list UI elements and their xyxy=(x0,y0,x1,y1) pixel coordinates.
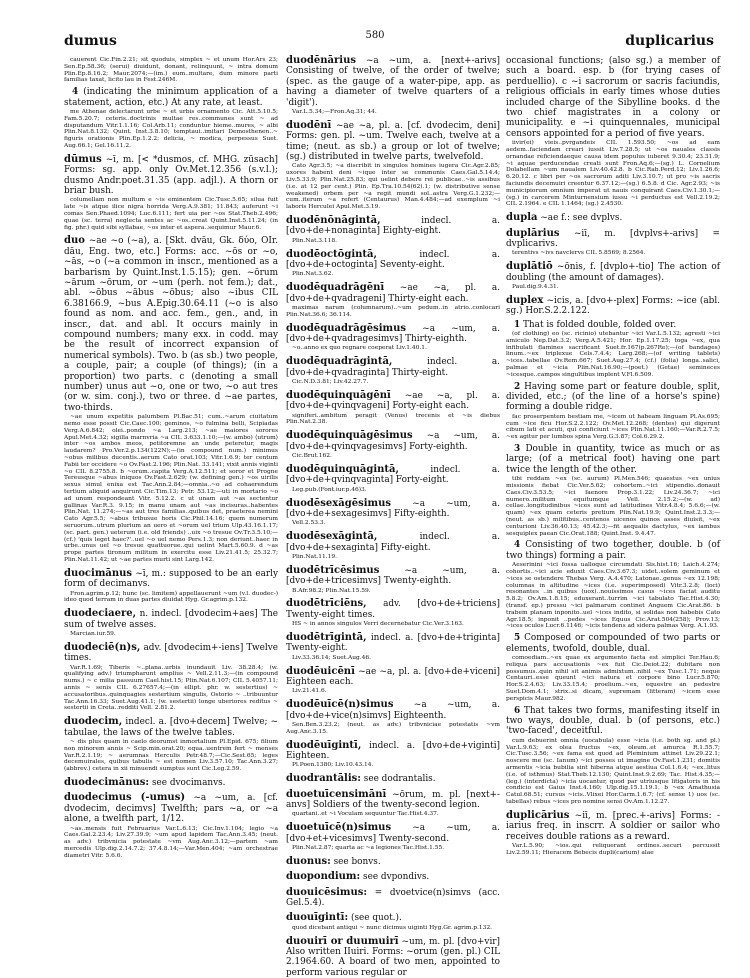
citation-block: Sen.Ben.3.23.2; (neut. as adv.) tribvniciae potestatis ~vm Aug.Anc.3.15. xyxy=(286,721,500,735)
dictionary-entry xyxy=(286,823,500,844)
definition-text: n. indecl. [dvodecim+aes] The sum of twelve asses. xyxy=(64,609,278,630)
headword: duplātiō xyxy=(506,261,553,273)
headword: duodēquadrāgintā, xyxy=(286,356,393,368)
dictionary-entry xyxy=(286,391,500,412)
headword: duodrantālis: xyxy=(286,773,361,785)
citation-block: ~ae unum expetitis palumbem Pl.Bac.51; cum..~arum ciuitatum nemo esse possit Cic.Caec.100; geminos, ~o fulmina belli, Scipiadas Verg.A.6.842; olei..pondo ~a Larg.213; ~ae maiores sorores Apul.Met.4.32; sigilla marnvria ~a CIL 3.633.1.10;—(w. ambo) ⟨utrum⟩ inter ~os ambos meos, petitoremne an unde peteretur, magis laudarem? Pro.Ver.2.p.134(122N);—(in compound num.) minimus ~obus milibus ducentis..aerum Cato orat.103; Vitr.1.6.9; ter centum Fabii ter occidere ~o Ov.Fast.2.196; Plin.Nat. 33.141; vixit annis viginti ~o CIL 8.2755.8. b ~orum..capita Verg.A.12.511; et soror et Progne Tereusque ~abus iniquos Ov.Fast.2.629; (w. defining gen.) ~os uirilis sexus simul enixa est Tac.Ann.2.84;—omnia..~o ad cohaerendum tertium aliquid anquirunt Cic.Tim.13; Petr. 53.12;—uti in mortario ~o ad unum respondeant Vitr. 5.12.2. c ut unam aut ~as sectentur gallinas Var.R.3. 9.15; in manu unam aut ~as incisuras..habentes Plin.Nat. 11.274;—~as aut tres familias..quibus det, praeterea nemini Cato Agr.5.5; ~abus tribusue horis Cic.Phil.14.16; quem numerum seruorum..utrum plurium an uero et ~orum uel trium Ulp.43.16.1.17; (sc. part. gen.) ueterum (i.e. old friends) ..uix ~o tresue Ov.Tr.3.5.10;—(cf.) 'quis leget haec?'..uel ~o uel nemo Pers.1.3; non deriunt..haec in urbe..unus uel ~o tresue quattuorue..qui uelint Mart.5.60.9. d ~as prope partes tironum militum in exercitu esse Liv.21.41.5; 25.32.7; Plin.Nat.11.42; ut ~ae partes murti sint Larg.142. xyxy=(64,414,278,564)
dictionary-entry xyxy=(506,262,720,283)
citation-block: ~o..anno ex quo regnare coeperat Liv.1.40.1. xyxy=(292,345,427,352)
definition-text: indecl. a. [dvo+de+octoginta] Seventy-eight. xyxy=(286,249,500,271)
definition-text: indecl. a. [dvo+de+sexaginta] Fifty-eight. xyxy=(286,532,500,553)
dictionary-entry xyxy=(286,532,500,553)
headword: duopondium: xyxy=(286,871,361,883)
dictionary-entry xyxy=(286,599,500,620)
dictionary-entry xyxy=(286,431,500,452)
citation-block: Liv.33.36.14; Suet.Aug.46. xyxy=(292,654,371,661)
definition-text: ~a ~um, a. [dvo+de+vice(n)simvs] Eighteenth. xyxy=(286,700,500,721)
column-right xyxy=(506,56,720,857)
dictionary-entry xyxy=(506,213,720,223)
citation-block: Var.L.5.90; ~ios..qui reliquerant ordines..securi percussit Liv.2.59.11; Hieracem Bebecis dupli(carium) alae xyxy=(506,843,720,856)
dictionary-entry xyxy=(286,216,500,237)
headword: duodēnī xyxy=(286,119,332,131)
definition-text: adv. [dvo+de+triciens] Twenty-eight times. xyxy=(286,599,501,620)
citation-block: Pl.Poen.1380; Liv.10.43.14. xyxy=(292,762,374,769)
headword: duodēnārius xyxy=(286,55,357,66)
citation-block: cauerent Cic.Fin.2.21; sit quoduis, simplex ~ et unum Hor.Ars 23; Sen.Ep.58.36; (serui) diuidunt, donant, relinquunt, ~ intra domum Plin.Ep.8.16.2; Maur.2074;—(im.) eum..multare, dum minore parti familias taxat, licito lau in Fest.246M. xyxy=(64,57,278,84)
column-left xyxy=(64,56,278,860)
headword: duodēquinquāgintā, xyxy=(286,463,400,475)
citation-block: Plin.Nat.3.62. xyxy=(292,271,334,278)
sense-number: 6 xyxy=(514,705,521,716)
definition-text: ~ōnis, f. [dvplo+-tio] The action of doubling (the amount of damages). xyxy=(506,262,720,283)
dictionary-entry xyxy=(286,56,500,108)
sense-number: 4 xyxy=(72,87,79,98)
sense-definition xyxy=(506,444,720,475)
citation-block: Marcian.iur.59. xyxy=(70,631,116,638)
definition-text: ~ī, m.: supposed to be an early form of decimanvs. xyxy=(64,568,279,590)
definition-text: indecl. a. [dvo+de+qvadraginta] Thirty-eight. xyxy=(286,357,500,378)
headword: duodēuīcē(n)simus xyxy=(286,699,394,711)
definition-text: see dvocimanvs. xyxy=(151,778,226,789)
sense-text: Double in quantity, twice as much or as large; (of a metrical foot) having one part twice the length of the other. xyxy=(506,444,720,475)
dictionary-entry xyxy=(286,324,500,345)
citation-block: fac proserpentem bestiam me, ~icem ut habeam linguam Pl.As.695; cum ~ice ficu Hor.S.2.2.122; Ov.Met.12.268; (dentes) qui digerunt cibum lati et acuti, qui conficiunt ~ices Plin.Nat.11.160;—Var.R.2.7.5; ~ex agitur per lumbos spina Verg.G.3.87; Col.6.29.2. xyxy=(506,413,720,441)
definition-continuation: occasional functions; (also sg.) a member of such a board. esp. b (for trying cases of perduellio). c ~i sacrorum or sacris faciundis, religious officials in early times whose duties included charge of the Sibylline books. d the two chief magistrates in a colony or municipality. e ~i quinquennales, municipal censors appointed for a period of five years. xyxy=(506,56,720,139)
definition-text: ~a ~um, a. [dvo+et+vicesimvs] Twenty-second. xyxy=(286,823,500,844)
headword: duoetuīcē(n)simus xyxy=(286,822,392,834)
headword: duouirī or duumuirī xyxy=(286,935,399,947)
headword: duouīgintī: xyxy=(286,912,349,924)
headword: duodeciē(n)s, xyxy=(64,641,141,653)
headword: duodēuīgintī, xyxy=(286,739,362,751)
column-middle xyxy=(286,56,500,978)
sense-number: 5 xyxy=(514,633,521,644)
dictionary-entry xyxy=(286,121,500,163)
dictionary-entry xyxy=(286,250,500,271)
citation-block: ~as..mensis fuit Februarius Var.L.6.13; Cic.Inv.1.104; legio ~a Caes.Gal.2.23.4; Liv.27.39.9; ~um apud lapidem Tac.Ann.3.45; (neut. as adv.) tribvnicia potestate ~vm Aug.Anc.3.12;—partem ~am mercedis Ulp.dig.2.14.7.2; 37.4.8.14;—Var.Men.404; ~am orchestrae diametri Vitr. 5.6.6. xyxy=(64,825,278,859)
definition-text: indecl. a. [dvo+decem] Twelve; ~ tabulae, the laws of the twelve tables. xyxy=(64,717,279,738)
sense-definition xyxy=(506,320,720,330)
citation-block: maximas narum (columnarum)..~um pedum..in atrio..conlocari Plin.Nat.36.6; 36.114. xyxy=(286,305,500,318)
definition-text: indecl. a. [dvo+de+qvinqvaginta] Forty-eight. xyxy=(286,464,500,486)
sense-text: Having some part or feature double, split, divided, etc.; (of the line of a horse's spine) forming a double ridge. xyxy=(506,381,720,413)
definition-text: ~icis, a. [dvo+-plex] Forms: ~ice (abl. sg.) Hor.S.2.2.122. xyxy=(506,295,720,317)
citation-block: B.Afr.98.2; Plin.Nat.15.59. xyxy=(292,587,371,594)
dictionary-entry xyxy=(64,793,278,824)
definition-text: ~um, m. pl. [dvo+vir] Also written IIuiri. Forms: ~orum (gen. pl.) CIL 2.1964.60. A board of two men, appointed to perform various regular or xyxy=(286,936,500,978)
sense-number: 1 xyxy=(514,319,521,330)
definition-text: ~a ~um, a. [dvo+de+qvadragesimvs] Thirty-eighth. xyxy=(286,323,501,345)
sense-definition xyxy=(506,540,720,561)
sense-definition xyxy=(506,706,720,737)
guide-word-right: duplicarius xyxy=(625,33,714,49)
dictionary-entry xyxy=(286,667,500,688)
definition-text: adv. [dvodecim+-iens] Twelve times. xyxy=(64,642,278,664)
headword: duodētrīcēsimus xyxy=(286,564,380,576)
dictionary-entry xyxy=(64,778,278,788)
sense-text: That is folded double, folded over. xyxy=(523,319,677,330)
definition-text: ~ae f.: see dvplvs. xyxy=(540,213,623,224)
definition-text: indecl. a. [dvo+de+viginti] Eighteen. xyxy=(286,740,500,761)
citation-block: tibi reddam ~ex (sc. aurum) Pl.Men.546; quaestus ~ex unius missionis fiebat Cic.Ver.5.62; cohortem..~ici stipendio..donauit Caes.Civ.3.53.5; ~ici faenore Prop.3.1.22; Liv.24.36.7; ~ici numero..militum equitumque Vell. 2.15.2;—(w. ad) cellae..longitudinibus ~ices sunt ad latitudines Vitr.4.8.4; 5.6.6;—(w. quam) ~ex quam ceteris pretium Plin.Nat.19.9; Quint.Inst.2.3.3;—(neut. as sb.) militibus..centenos uicenos quinos asses diuisit, ~ex centurioni Liv.36.40.13; 45.42.3;—fit aequalis dactylus, ~ex iambus sesquiplex paean Cic.Orat.188; Quint.Inst. 9.4.47. xyxy=(506,476,720,537)
definition-text: see dvpondivs. xyxy=(363,872,430,883)
headword: duodēoctōgintā, xyxy=(286,248,377,260)
definition-text: ~ī, m. [< *dusmos, cf. MHG. zūsach] Forms: sg. app. only Ov.Met.12.356 (s.v.l.); dusmo Andr.poet.31.35 (app. adjl.). A thorn or briar bush. xyxy=(64,154,279,196)
citation-block: Cic.N.D.3.81; Liv.42.27.7. xyxy=(292,379,369,386)
headword: duodecim, xyxy=(64,716,123,728)
dictionary-entry xyxy=(286,857,500,867)
definition-text: see bonvs. xyxy=(333,856,381,867)
dictionary-entry xyxy=(286,357,500,378)
headword: duodecimus (-umus) xyxy=(64,792,186,804)
headword: duodeciaere, xyxy=(64,608,137,620)
citation-block: signiferi..ambitum peragit (Venus) trecenis et ~is diebus Plin.Nat.2.38. xyxy=(286,412,500,426)
definition-text: ~a ~um, a. [dvo+de+tricesimvs] Twenty-eighth. xyxy=(286,565,500,587)
citation-block: ~ dis plus quam in caelo deorumst inmortalium Pl.Epid. 675; filium non minorem annis ~ Scip.min.orat.20; equa..uentrem fert ~ menses Var.R.2.1.19; ~ aerumnas Herculis Petr.48.7;—Cic.Sest.65; leges decemuirales, quibus tabulis ~ est nomen Liv.3.57.10; Tac.Ann.3.27; (abbrev.) cetera in xii minuendi sumptus sunt Cic.Leg.2.59. xyxy=(64,739,278,773)
sense-text: Consisting of two together, double. b (of two things) forming a pair. xyxy=(506,540,720,561)
citation-block: Cic.Brut.162. xyxy=(292,453,332,460)
dictionary-entry xyxy=(286,566,500,587)
sense-text: That takes two forms, manifesting itself in two ways, double, dual. b (of persons, etc.) 'two-faced', deceitful. xyxy=(506,705,720,737)
dictionary-entry xyxy=(64,569,278,590)
dictionary-entry xyxy=(506,296,720,317)
definition-text: ~a ~um, a. [next+-arivs] Consisting of twelve, of the order of twelve; (spec. as the gauge of a water-pipe, app. as having a diameter of twelve quarters of a 'digit'). xyxy=(286,56,500,108)
citation-block: comoediam..~ex quae ex argumento facta est simplici Ter.Hau.6; reliqua pars accusationis ~ex fuit Cic.Deiot.22; dubitare non possumus..quin nihil sit animis admixtum..nihil ~ex Tusc.1.71; neque Centauri..esse queunt ~ici natura et corpore bino Lucr.5.870; Hor.S.2.4.63; Liv.33.15.4; proelium..~ex, equestre an pedestre Suet.Dom.4.1; strix..si dicam, supremam (litteram) ~icem esse perspicis Maur.982. xyxy=(506,655,720,702)
citation-block: me Athenae delectarunt urbe ~ et urbis ornamento Cic. Att.5.10.5; Fam.5.20.7; ceteris..doctrinis multae res..communes sunt ~ ad disputandum Vitr.1.1.16; Col.Arb.11; conduntur hieme..mures, ~ albi Plin.Nat.8.132; Quint. Inst.3.8.10; temptaui..imitari Demosthenen..~ figuris orationis Plin.Ep.1.2.2; delicia, ~ modica, perpessus Suet. Aug.66.1; Gel.16.11.2. xyxy=(64,109,278,149)
sense-definition xyxy=(64,87,278,108)
dictionary-entry xyxy=(286,790,500,811)
citation-block: Var.L.5.34;—Fron.Aq.31; 44. xyxy=(292,109,377,116)
headword: duocimānus xyxy=(64,567,133,579)
citation-block: Plin.Nat.11.19. xyxy=(292,553,338,560)
definition-text: see dodrantalis. xyxy=(363,774,436,785)
citation-block: (of clothing) eo (sc. ricinio) utebantur ~ici Var.L.5.132; agresti ~ici amiculo Nep.Dat.3.2; Verg.A.5.421; Hor. Ep.1.17.25; toga ~ex, qua infibulati flamines sacrificant Suet.fr.167(p.267Re);—(of bandages) linum..~ex triplexue Cels.7.4.4; Larg.268;—(of writing tablets) ~ices..tabellae Ov.Rem.667; Suet.Aug.27.4; (cf.) (folia) longa..salici, palmae et ~icia Plin.Nat.16.90;—(poet.) (Getae) semineces ~icesque..campos singultibus implent V.Fl.6.509. xyxy=(506,331,720,378)
citation-block: Cato Agr.3.5; ~a discribit in singulos homines iugera Cic.Agr.2.85; uxores habent deni ~ique inter se communis Caes.Gal.5.14.4; Liv.5.33.9; Plin.Nat.25.83; qui uelint debere rei publicae..~is assibus (i.e. at 12 per cent.) Plin. Ep.Tra.10.54(62).1; (w. distributive sense weakened) orbem per ~a regit mundi sol..astra Verg.G.1.232;—cum..iterum ~a refert (Centaurus) Man.4.484;—ad exemplum ~i laboris Herculei Apul.Met.3.19. xyxy=(286,163,500,211)
definition-text: ~ōrum, m. pl. [next+-anvs] Soldiers of the twenty-second legion. xyxy=(286,789,500,810)
dictionary-entry xyxy=(64,609,278,630)
dictionary-entry xyxy=(286,741,500,762)
definition-text: indecl. a. [dvo+de+triginta] Twenty-eight. xyxy=(286,632,500,654)
citation-block: HS ~ in annos singulos Verri decernebatur Cic.Ver.3.163. xyxy=(292,621,464,628)
definition-text: indecl. a. [dvo+de+nonaginta] Eighty-eight. xyxy=(286,216,500,237)
definition-text: ~a ~um, a. [dvo+de+qvinqvagesimvs] Forty-eighth. xyxy=(286,431,500,452)
headword: duodēquadrāgēnī xyxy=(286,282,385,294)
definition-text: ~ae ~a, pl. a. [dvo+de+qvadrageni] Thirty-eight each. xyxy=(286,283,500,304)
citation-block: iivir(ei) vieis..pvrgandeis CIL 1.593.50; ~os ad eam aedem..faciendam creari iussit Liv.7.28.5; ut ~os nauales classis ornandae reficiendaeque causa idem populus iuberet 9.30.4; 23.31.9; ~i aquae perducendae creati sunt Fron.Aq.6;—(sg.) L. Cornelium Dolabellam ~um naualem Liv.40.42.8. b Cic.Rab.Perd.12; Liv.1.26.6; 6.20.12. c libri per ~os sacrorum aditi Liv.3.10.7; ut pro ~is sacris faciundis decemuiri creentur 6.37.12;—(sg.) 6.5.8. d Cic. Agr.2.93; ~is municipiorum omnium imperat ut nauis conquirant Caes.Civ.1.30.1;—(sg.) in carcerem Minturnensium iussu ~i perductus est Vell.2.19.2; CIL 2.1964. e CIL 1.1464; (sg.) 2.4530. xyxy=(506,140,720,208)
dictionary-entry xyxy=(286,872,500,882)
headword: duodēquinquāgēsimus xyxy=(286,430,413,442)
page-number: 580 xyxy=(365,30,385,41)
headword: duodecimānus: xyxy=(64,777,150,789)
dictionary-entry xyxy=(286,913,500,923)
dictionary-entry xyxy=(64,643,278,664)
citation-block: columellam non multum e ~is eminentem Cic.Tusc.5.65; silua fuit late ~is atque ilice nigra horrida Verg.A.9.381; 11.843; auferunt ~i comas Sen.Phaed.1094; Luc.6.111; fert uia per ~os Stat.Theb.2.496; quae (sc. terra) neglecta sentes ac ~os..creat Quint.Inst.5.11.24; (in fig. phr.) quid sibi syllabae, ~os inter et aspera..sequimur Maur.6. xyxy=(64,197,278,231)
dictionary-entry xyxy=(506,811,720,842)
citation-block: Paul.dig.9.4.31. xyxy=(512,284,559,291)
definition-text: ~a ~um, a. [cf. dvodecim, decimvs] Twelfth; pars ~a, or ~a alone, a twelfth part, 1/12. xyxy=(64,793,278,825)
headword: duodēuicēnī xyxy=(286,665,355,677)
citation-block: Liv.21.41.6. xyxy=(292,688,327,695)
citation-block: cum debuerint omnia (uocabula) esse ~icia (i.e. both sg. and pl.) Var.L.9.63; ex olea fructus ~ex, oleum..et amurca R.1.55.7; Cic.Tusc.3.56; ~ex fama est quod ad Pleminium attinet Liv.29.22.1; noscere me (sc. Ianum) ~ici posses ut imagine Ov.Fast.1.231; domitis armentis ~icia bubilia sint hiberna atque aestiua Col.1.6.4; ~ex..litus (i.e. of isthmus) Stat.Theb.12.130; Quint.Inst.9.2.69; Tac. Hist.4.35;—(leg.) (interdicta) ~icia uocantur, quod par utriusque litigatoris in his condicio est Gaius Inst.4.160; Ulp.dig.15.1.19.1. b ~ex Amathusia Catul.68.51; cursus ~icis..Vlixei Hor.Carm.1.6.7; (cf. sense 1) uos (sc. tabellas) rebus ~ices pro nomine sensi Ov.Am.1.12.27. xyxy=(506,737,720,805)
definition-text: ~ae ~o (~a), a. [Skt. dvāu, Gk. δύο, OIr. dāu, Eng. two, etc.] Forms: acc. ~ōs or ~o, ~ās, ~o (~a common in inscr., mentioned as a barbarism by Quint.Inst.1.5.15); gen. ~ōrum ~ārum ~ōrum, or ~um (perh. not fem.); dat., abl. ~ōbus ~ābus ~ōbus; also ~ibus CIL 6.38166.9, ~bus A.Epig.30.64.11 (~o is also found as nom. and acc. fem., gen., and, in inscr., dat. and abl. It occurs mainly in compound numbers; many exx. in codd. may be the result of incorrect expansion of numerical symbols). Two. b (as sb.) two people, a couple, pair; a couple (of things); (in a proportion) two parts. c (denoting a small number) unus aut ~o, one or two, ~o aut tres (or w. sim. conj.), two or three. d ~ae partes, two-thirds. xyxy=(64,236,278,413)
dictionary-entry xyxy=(64,155,278,197)
sense-definition xyxy=(506,633,720,654)
citation-block: Fron.agrim.p.12; hunc (sc. limitem) appellauerunt ~um (v.l. duodec-) ideo quod terram in duas partes diuidat Hyg. Gr.agrim.p.132. xyxy=(64,590,278,604)
headword: duodēnōnāgintā, xyxy=(286,215,381,227)
definition-text: ~iī, m. [dvplvs+-arivs] = dvplicarivs. xyxy=(506,228,720,250)
headword: duouicēsimus: xyxy=(286,886,368,898)
citation-block: Vell.2.53.3. xyxy=(292,520,326,527)
headword: duplicārius xyxy=(506,809,570,821)
citation-block: Aeserinini ~ici fossa ualloque circumdati Sis.hist.16; Laich.4.274; cohortis..~ici acie eduxit Caes.Civ.3.67.3; uidet..solem geminum et ~ices se ostendere Thebas Verg. A.4.470; Latonae..genus ~ex 12.198; columnas in altitudine ~ices (i.e. superimposed) Vitr.3.2.8; (loci) resonantes ..in quibus (uox)..nouissimos casus ~ices faciat auditu 5.8.2; Ov.Am.1.8.15; eduxerant..turrim ~ici tabulato Tac.Hist.4.30; (transf. ep.) pressu ~ici palmarum continet Anguem Cic.Arat.86. b trabem planam inponito..uel ~ices indito, si solidas non habebis Cato Agr.18.5; inponit ..pedes ~ices Equus Cic.Arat.504(258); Prov.13; ~ices oculos Lucr.6.1146; ~icis tendens ad sidera palmas Verg. A.1.93. xyxy=(506,562,720,630)
dictionary-entry xyxy=(286,700,500,721)
dictionary-entry xyxy=(506,229,720,250)
citation-block: quartani..et ~i Voculam sequuntur Tac.Hist.4.37. xyxy=(292,811,439,818)
sense-number: 4 xyxy=(514,540,521,551)
definition-text: ~ae ~a, pl. a. [dvo+de+qvinqvageni] Forty-eight each. xyxy=(286,390,500,412)
sense-text: Composed or compounded of two parts or elements, twofold, double, dual. xyxy=(506,633,720,654)
citation-block: Leg.pub.(Font.iur.p.46)3. xyxy=(292,486,367,493)
headword: dupla xyxy=(506,212,538,224)
dictionary-entry xyxy=(286,283,500,304)
citation-block: Plin.Nat.2.87; quarta ac ~a legiones Tac.Hist.1.55. xyxy=(292,845,445,851)
dictionary-entry xyxy=(286,888,500,909)
dictionary-entry xyxy=(286,774,500,784)
headword: duplex xyxy=(506,294,544,306)
guide-word-left: dumus xyxy=(64,33,117,49)
headword: duodēsexāgintā, xyxy=(286,531,378,543)
dictionary-entry xyxy=(64,717,278,738)
sense-text: (indicating the minimum application of a statement, action, etc.) At any rate, at least. xyxy=(64,87,278,108)
citation-block: Var.R.1.69; Tiberis ~..plana..urbis inundauit Liv. 38.28.4; (w. qualifying adv.) triumpharunt amplius ~ Vell.2.11.3;—(in compound nums.) ~ c milia passuum Cael.hist.15; Plin.Nat.6.107; CIL 5.4057.11; annis ~ senis CIL 6.27657.4;—(in ellipt. phr. w. sestertius) ~ accusatoribus..quinquagies sestertium singulis, Ostorio ~ ..tribuuntur Tac.Ann.16.33; Suet.Aug.41.1; (w. sestertii) longe uberiores reditus ~ sestertii in Creta..redditi Vell. 2.81.2. xyxy=(64,664,278,712)
headword: duodēsexāgēsimus xyxy=(286,497,391,509)
definition-text: ~a ~um, a. [dvo+de+sexagesimvs] Fifty-eighth. xyxy=(286,498,501,519)
dictionary-entry xyxy=(286,633,500,654)
citation-block: quod dicebant antiqui ~ nunc dicimus uiginti Hyg.Gr. agrim.p.132. xyxy=(292,924,493,931)
definition-text: = dvoetvice(n)simvs (acc. Gel.5.4). xyxy=(286,887,501,909)
headword: duodētrīciēns, xyxy=(286,598,367,610)
dictionary-entry xyxy=(64,236,278,413)
citation-block: terentivs ~ivs navclervs CIL 5.8569; 8.2564. xyxy=(512,250,646,257)
definition-text: ~iī, m. [prec.+-arivs] Forms: -iarius freq. in inscrr. A soldier or sailor who receives double rations as a reward. xyxy=(506,810,720,842)
headword: duodētrīgintā, xyxy=(286,631,367,643)
headword: duoetuīcensimānī xyxy=(286,788,387,800)
dictionary-entry xyxy=(286,499,500,520)
citation-block: Plin.Nat.3.118. xyxy=(292,237,338,244)
headword: duplārius xyxy=(506,227,560,239)
dictionary-entry xyxy=(286,465,500,486)
headword: duodēquinquāgēnī xyxy=(286,389,391,401)
definition-text: ~ae ~a, pl. a. [cf. dvodecim, deni] Forms: gen. pl. ~um. Twelve each, twelve at a time; (neut. as sb.) a group or lot of twelve; (sg.) distributed in twelve parts, twelvefold. xyxy=(286,120,500,163)
headword: duonus: xyxy=(286,855,331,867)
sense-definition xyxy=(506,382,720,413)
headword: dūmus xyxy=(64,153,102,165)
definition-text: (see quot.). xyxy=(351,913,402,924)
definition-text: ~ae ~a, pl. a. [dvo+de+viceni] Eighteen each. xyxy=(286,666,500,687)
headword: duodēquadrāgēsimus xyxy=(286,322,407,334)
headword: duo xyxy=(64,235,85,247)
sense-number: 3 xyxy=(514,444,521,455)
sense-number: 2 xyxy=(514,381,521,392)
dictionary-entry xyxy=(286,937,500,978)
